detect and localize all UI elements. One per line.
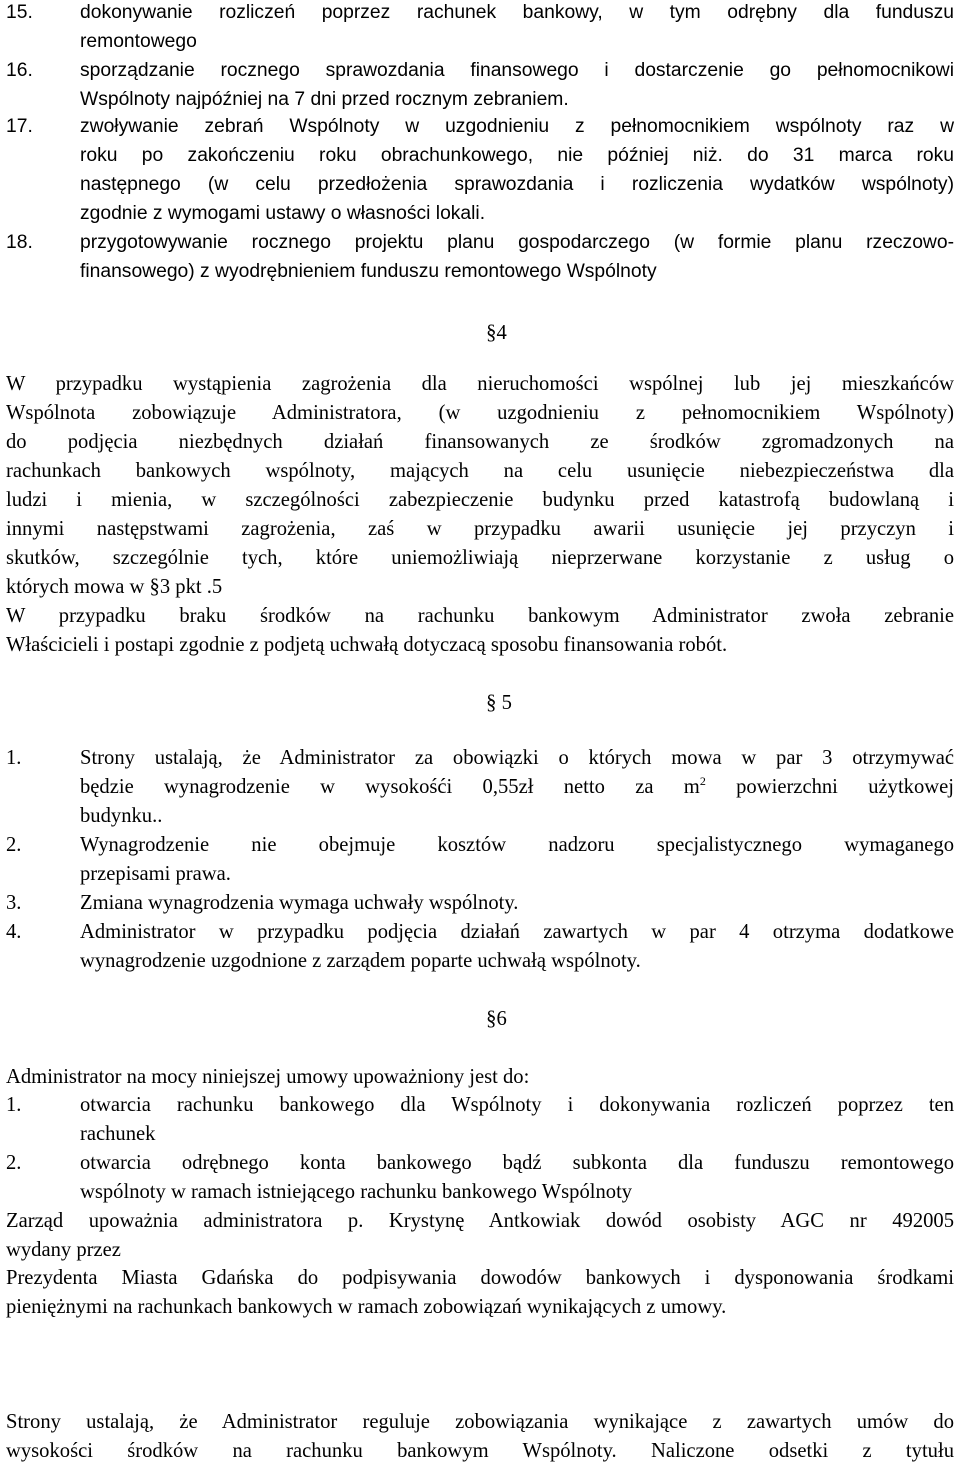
list-item-number: 3.	[6, 892, 22, 914]
line-text: powierzchni użytkowej	[705, 776, 954, 798]
list-item-line: remontowego	[80, 31, 197, 52]
list-item-line: sporządzanie rocznego sprawozdania finansowego i dostarczenie go pełnomocnikowi	[80, 60, 954, 81]
authorization-paragraph-2	[6, 1264, 954, 1322]
paragraph-line: ludzi i mienia, w szczególności zabezpieczenie budynku przed katastrofą budowlaną i	[6, 489, 954, 511]
list-item-line: zwoływanie zebrań Wspólnoty w uzgodnieniu z pełnomocnikiem wspólnoty raz w	[80, 116, 954, 137]
section-6-heading	[486, 1004, 507, 1034]
section-number: 5	[501, 692, 512, 714]
paragraph-line: Właścicieli i postapi zgodnie z podjetą uchwałą dotyczacą sposobu finansowania robót.	[6, 634, 728, 656]
line-text: będzie wynagrodzenie w wysokośći 0,55zł netto za m	[80, 776, 700, 798]
paragraph-line: Administrator na mocy niniejszej umowy upoważniony jest do:	[6, 1066, 530, 1088]
paragraph-line: pieniężnymi na rachunkach bankowych w ramach zobowiązań wynikających z umowy.	[6, 1296, 727, 1318]
paragraph-line: W przypadku wystąpienia zagrożenia dla nieruchomości wspólnej lub jej mieszkańców	[6, 373, 954, 395]
list-item-17	[6, 112, 954, 228]
list-item-number: 2.	[6, 834, 22, 856]
list-item-line: następnego (w celu przedłożenia sprawozdania i rozliczenia wydatków wspólnoty)	[80, 174, 954, 195]
paragraph-line: Prezydenta Miasta Gdańska do podpisywania dowodów bankowych i dysponowania środkami	[6, 1267, 954, 1289]
list-item-number: 1.	[6, 1094, 22, 1116]
list-item-line: rachunek	[80, 1123, 156, 1145]
paragraph-line: W przypadku braku środków na rachunku bankowym Administrator zwoła zebranie	[6, 605, 954, 627]
paragraph-line: Strony ustalają, że Administrator reguluje zobowiązania wynikające z zawartych umów do	[6, 1411, 954, 1433]
section-5-item-2	[6, 831, 954, 889]
list-item-number: 1.	[6, 747, 22, 769]
list-item-line	[80, 773, 954, 802]
section-symbol: §	[486, 1006, 497, 1030]
paragraph-line: Zarząd upoważnia administratora p. Krystynę Antkowiak dowód osobisty AGC nr 492005	[6, 1210, 954, 1232]
paragraph-line: wydany przez	[6, 1239, 121, 1261]
paragraph-line: innymi następstwami zagrożenia, zaś w przypadku awarii usunięcie jej przyczyn i	[6, 518, 954, 540]
paragraph-line: wysokości środków na rachunku bankowym Wspólnoty. Naliczone odsetki z tytułu	[6, 1440, 954, 1462]
section-5-item-1	[6, 744, 954, 831]
list-item-line: Administrator w przypadku podjęcia działań zawartych w par 4 otrzyma dodatkowe	[80, 921, 954, 943]
paragraph-line: których mowa w §3 pkt .5	[6, 576, 223, 598]
list-item-line: Strony ustalają, że Administrator za obowiązki o których mowa w par 3 otrzymywać	[80, 747, 954, 769]
section-5-item-4	[6, 918, 954, 976]
list-item-line: budynku..	[80, 805, 163, 827]
paragraph-line: rachunkach bankowych wspólnoty, mających na celu usunięcie niebezpieczeństwa dla	[6, 460, 954, 482]
superscript: 2	[699, 774, 706, 788]
list-item-number: 18.	[6, 232, 33, 253]
list-item-line: Zmiana wynagrodzenia wymaga uchwały wspólnoty.	[80, 892, 519, 914]
paragraph-line: Wspólnota zobowiązuje Administratora, (w uzgodnieniu z pełnomocnikiem Wspólnoty)	[6, 402, 954, 424]
list-item-line: dokonywanie rozliczeń poprzez rachunek bankowy, w tym odrębny dla funduszu	[80, 2, 954, 23]
list-item-16	[6, 56, 954, 114]
list-item-line: zgodnie z wymogami ustawy o własności lokali.	[80, 203, 486, 224]
list-item-number: 2.	[6, 1152, 22, 1174]
section-4-heading	[486, 318, 507, 348]
list-item-line: roku po zakończeniu roku obrachunkowego, nie później niż. do 31 marca roku	[80, 145, 954, 166]
section-4-paragraph-2	[6, 602, 954, 660]
section-number: 4	[496, 322, 507, 344]
final-paragraph	[6, 1408, 954, 1466]
section-5-item-3	[6, 889, 954, 918]
list-item-number: 17.	[6, 116, 33, 137]
list-item-line: Wspólnoty najpóźniej na 7 dni przed rocznym zebraniem.	[80, 89, 569, 110]
authorization-paragraph	[6, 1207, 954, 1265]
section-6-intro	[6, 1063, 954, 1092]
section-symbol: §	[486, 320, 497, 344]
list-item-15	[6, 0, 954, 56]
list-item-18	[6, 228, 954, 286]
list-item-line: przygotowywanie rocznego projektu planu gospodarczego (w formie planu rzeczowo-	[80, 232, 954, 253]
list-item-line: finansowego) z wyodrębnieniem funduszu remontowego Wspólnoty	[80, 261, 657, 282]
list-item-number: 15.	[6, 2, 33, 23]
list-item-line: otwarcia rachunku bankowego dla Wspólnoty i dokonywania rozliczeń poprzez ten	[80, 1094, 954, 1116]
section-number: 6	[496, 1008, 507, 1030]
list-item-number: 4.	[6, 921, 22, 943]
section-symbol: §	[486, 690, 497, 714]
list-item-line: wspólnoty w ramach istniejącego rachunku bankowego Wspólnoty	[80, 1181, 633, 1203]
section-5-heading	[486, 688, 512, 718]
section-6-item-2	[6, 1149, 954, 1207]
section-6-item-1	[6, 1091, 954, 1149]
paragraph-line: do podjęcia niezbędnych działań finansowanych ze środków zgromadzonych na	[6, 431, 954, 453]
section-4-paragraph-1	[6, 370, 954, 602]
list-item-line: przepisami prawa.	[80, 863, 231, 885]
paragraph-line: skutków, szczególnie tych, które uniemożliwiają nieprzerwane korzystanie z usług o	[6, 547, 954, 569]
list-item-line: Wynagrodzenie nie obejmuje kosztów nadzoru specjalistycznego wymaganego	[80, 834, 954, 856]
list-item-line: wynagrodzenie uzgodnione z zarządem poparte uchwałą wspólnoty.	[80, 950, 641, 972]
list-item-number: 16.	[6, 60, 33, 81]
list-item-line: otwarcia odrębnego konta bankowego bądź subkonta dla funduszu remontowego	[80, 1152, 954, 1174]
